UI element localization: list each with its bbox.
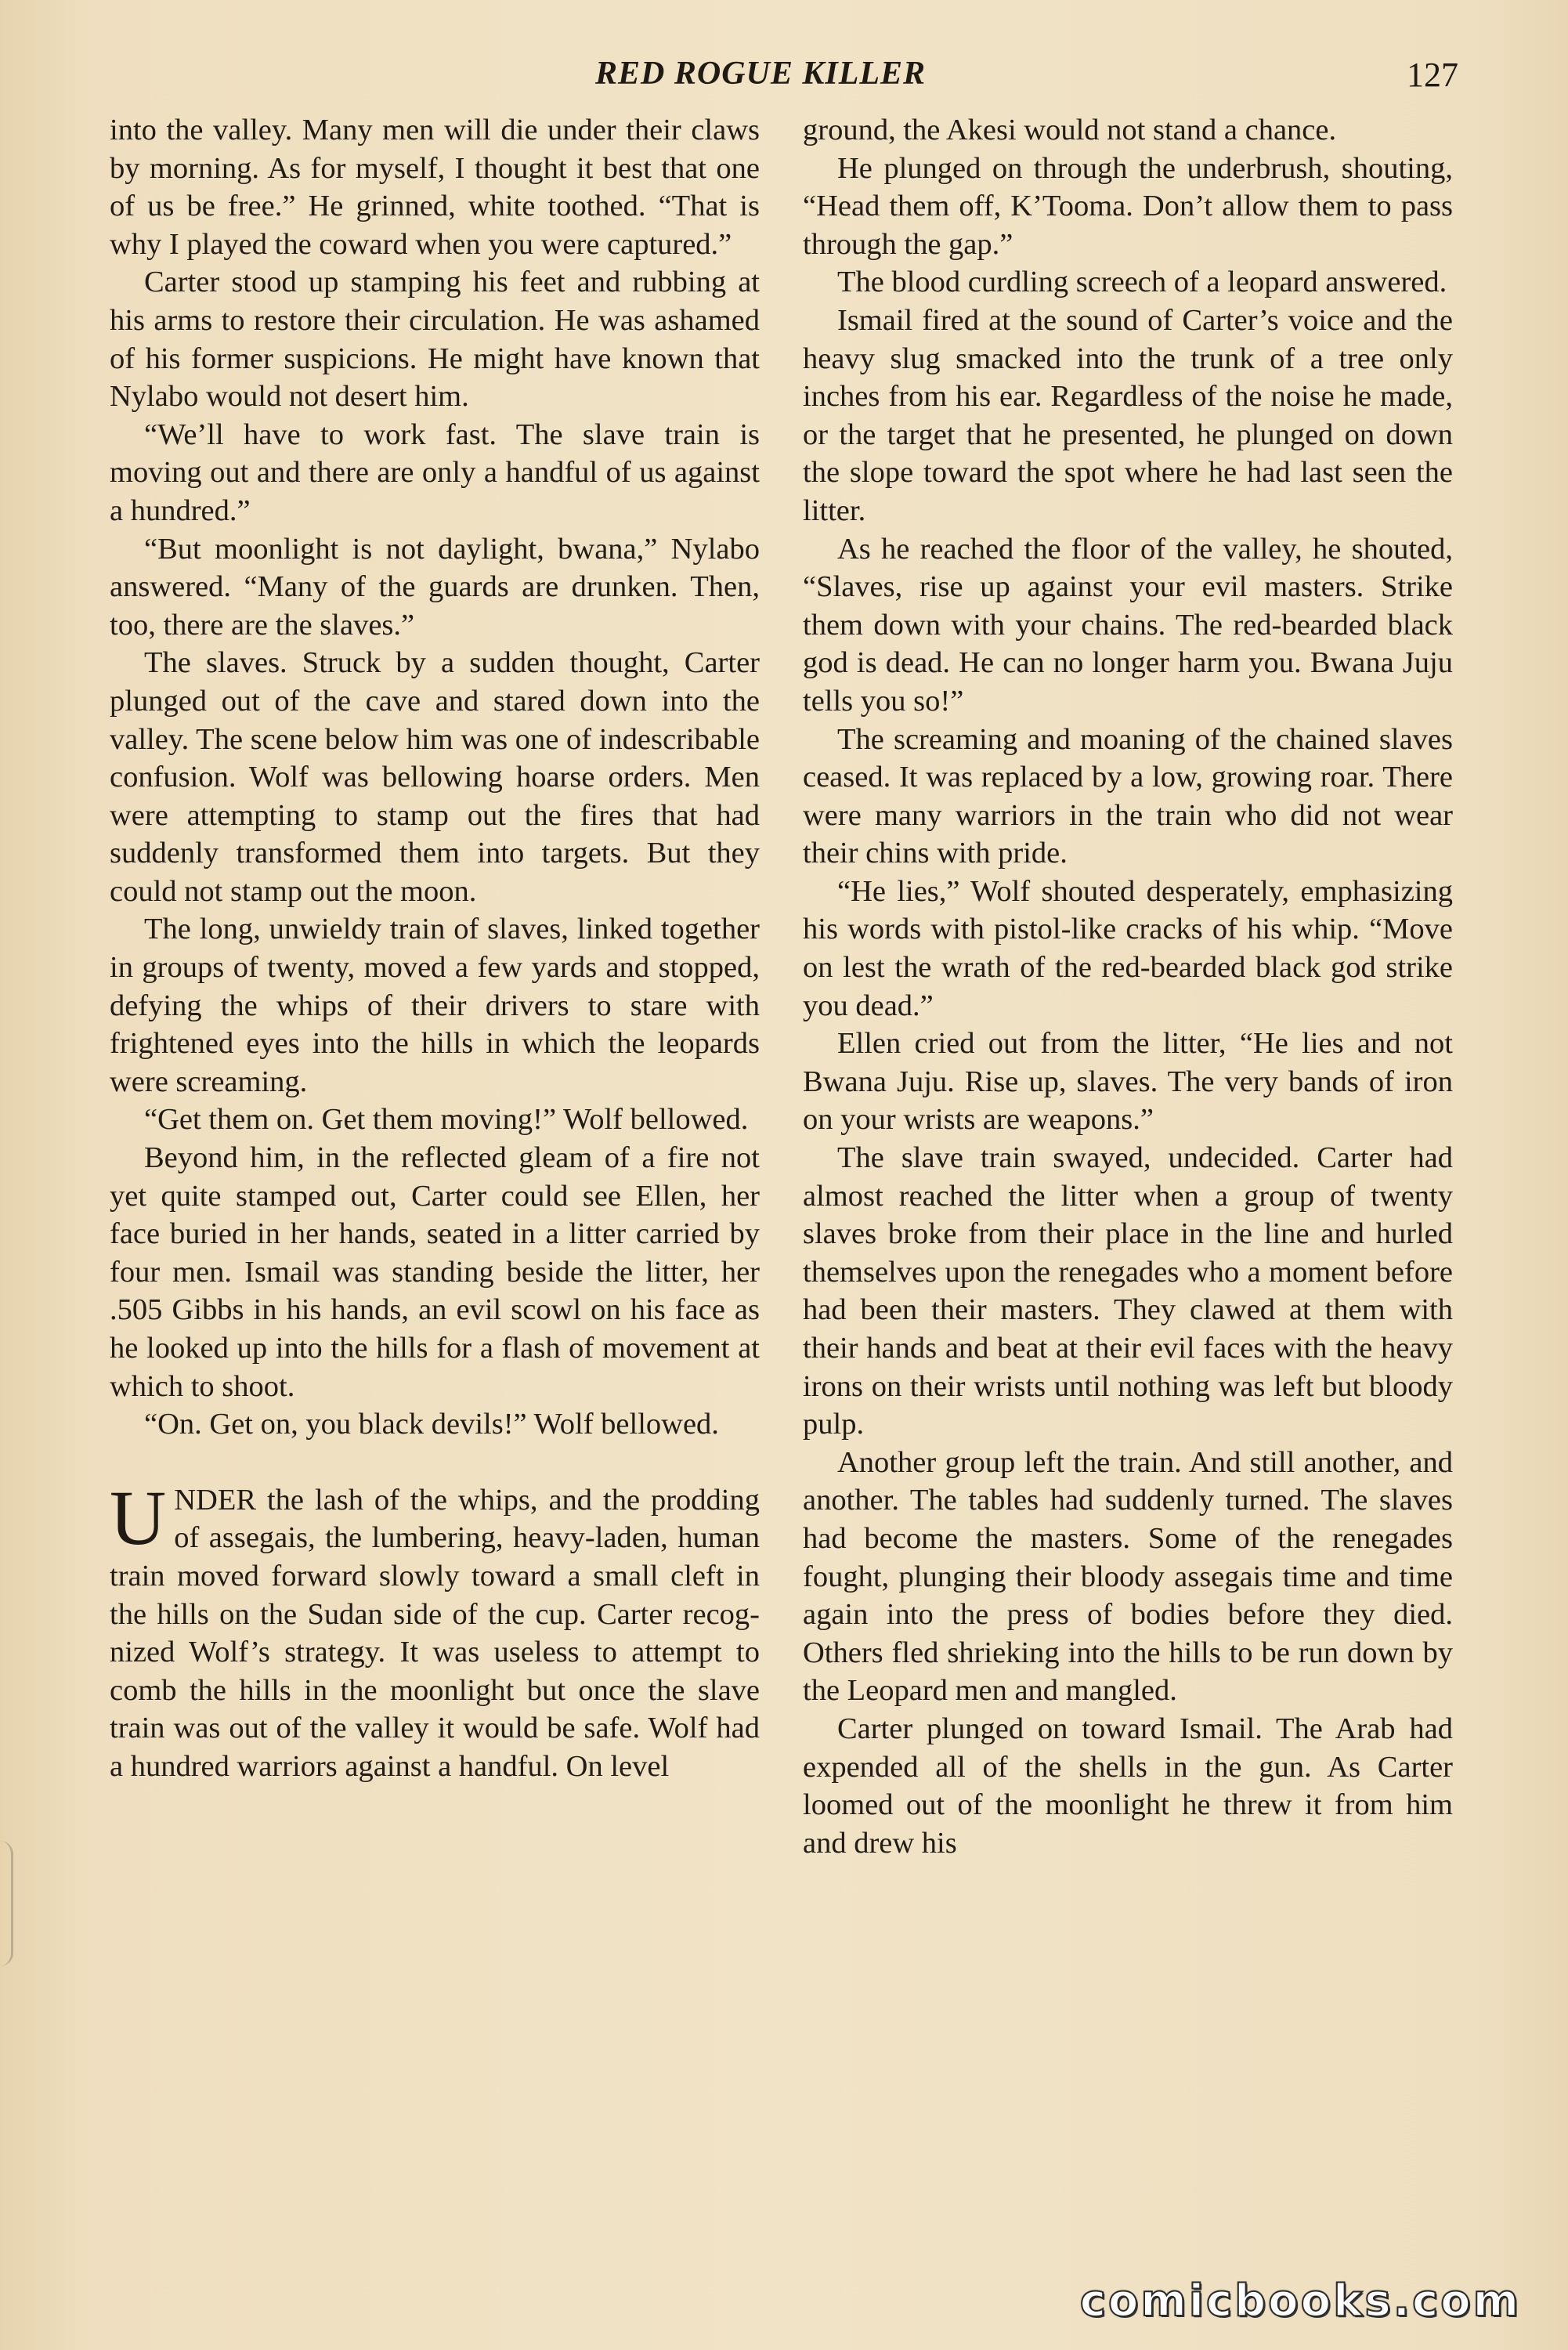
section-opening-paragraph	[110, 1473, 760, 1786]
left-column	[110, 111, 760, 1786]
paragraph: “On. Get on, you black devils!” Wolf bellowed.	[144, 1408, 719, 1441]
paragraph: Carter plunged on toward Ismail. The Arab had expended all of the shells in the gun. As Carter loomed out of the moonlight he threw it from him and drew his	[803, 1712, 1453, 1860]
page-number: 127	[1407, 56, 1458, 94]
paragraph: The long, unwieldy train of slaves, linked together in groups of twenty, moved a few yards and stopped, defying the whips of their drivers to stare with frightened eyes into the hills in which the leopards were screaming.	[110, 913, 760, 1098]
paragraph: Another group left the train. And still another, and another. The tables had suddenly turned. The slaves had become the masters. Some of the renegades fought, plunging their bloody assegais time and time again into the press of bodies before they died. Others fled shrieking into the hills to be run down by the Leopard men and mangled.	[803, 1445, 1453, 1708]
paragraph: “But moonlight is not daylight, bwana,” Nylabo answered. “Many of the guards are drunken. Then, too, there are the slaves.”	[110, 532, 760, 642]
paragraph: Ismail fired at the sound of Carter’s voice and the heavy slug smacked into the trunk of a tree only inches from his ear. Regardless of the noise he made, or the target that he presented, he plunged on down the slope toward the spot where he had last seen the litter.	[803, 303, 1453, 527]
paragraph: Ellen cried out from the litter, “He lies and not Bwana Juju. Rise up, slaves. The very bands of iron on your wrists are weapons.”	[803, 1027, 1453, 1137]
page-edge-mark	[0, 1841, 13, 1966]
section-opening-text: NDER the lash of the whips, and the prodding of assegais, the lumbering, heavy-laden, human train moved forward slowly toward a small cleft in the hills on the Sudan side of the cup. Carter recognized Wolf’s strategy. It was useless to attempt to comb the hills in the moonlight but once the slave train was out of the valley it would be safe. Wolf had a hundred warriors against a handful. On level	[110, 1483, 760, 1783]
paragraph: Beyond him, in the reflected gleam of a fire not yet quite stamped out, Carter could see Ellen, her face buried in her hands, seated in a litter carried by four men. Ismail was standing beside the litter, her .505 Gibbs in his hands, an evil scowl on his face as he looked up into the hills for a flash of movement at which to shoot.	[110, 1141, 760, 1403]
paragraph: Carter stood up stamping his feet and rubbing at his arms to restore their circulation. He was ashamed of his former suspicions. He might have known that Nylabo would not desert him.	[110, 266, 760, 414]
paragraph: He plunged on through the underbrush, shouting, “Head them off, K’Tooma. Don’t allow them to pass through the gap.”	[803, 151, 1453, 261]
paragraph: The slave train swayed, undecided. Carter had almost reached the litter when a group of twenty slaves broke from their place in the line and hurled themselves upon the renegades who a moment before had been their masters. They clawed at them with their hands and beat at their evil faces with the heavy irons on their wrists until nothing was left but bloody pulp.	[803, 1141, 1453, 1441]
running-title: RED ROGUE KILLER	[595, 56, 927, 92]
paragraph: ground, the Akesi would not stand a chance.	[803, 114, 1337, 146]
paragraph: into the valley. Many men will die under their claws by morning. As for myself, I thought it best that one of us be free.” He grinned, white toothed. “That is why I played the coward when you were captured.”	[110, 114, 760, 261]
site-watermark: comicbooks.com	[1079, 2276, 1521, 2326]
paragraph: The slaves. Struck by a sudden thought, Carter plunged out of the cave and stared down into the valley. The scene below him was one of indescribable confusion. Wolf was bellowing hoarse orders. Men were attempting to stamp out the fires that had suddenly transformed them into targets. But they could not stamp out the moon.	[110, 646, 760, 908]
page-header	[0, 55, 1568, 110]
paragraph: “Get them on. Get them moving!” Wolf bellowed.	[144, 1103, 749, 1137]
paragraph: “We’ll have to work fast. The slave train is moving out and there are only a handful of us against a hundred.”	[110, 418, 760, 527]
paragraph: The blood curdling screech of a leopard answered.	[837, 266, 1447, 299]
paragraph: The screaming and moaning of the chained slaves ceased. It was replaced by a low, growing roar. There were many warriors in the train who did not wear their chins with pride.	[803, 722, 1453, 870]
paragraph: “He lies,” Wolf shouted desperately, emphasizing his words with pistol-like cracks of his whip. “Move on lest the wrath of the red-bearded black god strike you dead.”	[803, 874, 1453, 1022]
right-column	[803, 111, 1453, 1862]
drop-cap: U	[110, 1473, 167, 1561]
paragraph: As he reached the floor of the valley, he shouted, “Slaves, rise up against your evil masters. Strike them down with your chains. The red-bearded black god is dead. He can no longer harm you. Bwana Juju tells you so!”	[803, 532, 1453, 718]
